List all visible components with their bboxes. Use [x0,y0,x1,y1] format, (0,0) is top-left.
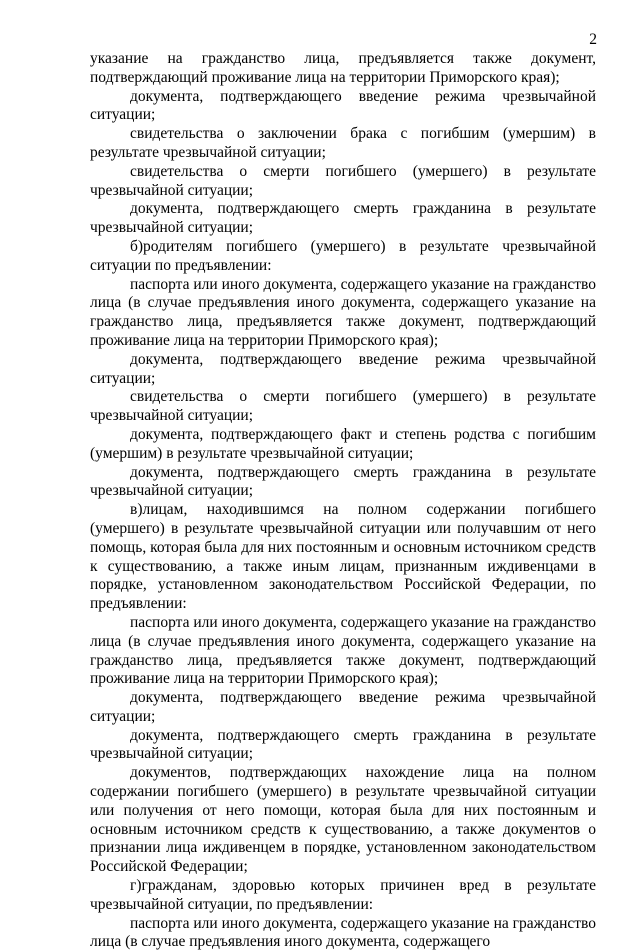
paragraph: б)родителям погибшего (умершего) в результате чрезвычайной ситуации по предъявлении: [90,237,596,274]
paragraph: свидетельства о смерти погибшего (умершего) в результате чрезвычайной ситуации; [90,388,596,425]
paragraph: паспорта или иного документа, содержащего указание на гражданство лица (в случае предъявления иного документа, содержащего указание на гражданство лица, предъявляется также документ, подтверждающий проживание лица на территории Приморского края); [90,613,596,688]
paragraph: документа, подтверждающего факт и степень родства с погибшим (умершим) в результате чрезвычайной ситуации; [90,425,596,462]
paragraph: паспорта или иного документа, содержащего указание на гражданство лица (в случае предъявления иного документа, содержащего [90,914,596,951]
page-number: 2 [589,31,597,48]
paragraph: документов, подтверждающих нахождение лица на полном содержании погибшего (умершего) в результате чрезвычайной ситуации или получения от него помощи, которая была для них постоянным и основным источником средств к существованию, а также документов о признании лица иждивенцем в порядке, установленном законодательством Российской Федерации; [90,764,596,876]
paragraph: паспорта или иного документа, содержащего указание на гражданство лица (в случае предъявления иного документа, содержащего указание на гражданство лица, предъявляется также документ, подтверждающий проживание лица на территории Приморского края); [90,275,596,349]
paragraph: документа, подтверждающего смерть гражданина в результате чрезвычайной ситуации; [90,200,596,237]
document-body [90,50,596,952]
paragraph: свидетельства о заключении брака с погибшим (умершим) в результате чрезвычайной ситуации; [90,125,596,161]
paragraph: свидетельства о смерти погибшего (умершего) в результате чрезвычайной ситуации; [90,162,596,199]
paragraph: документа, подтверждающего смерть гражданина в результате чрезвычайной ситуации; [90,726,596,763]
paragraph: документа, подтверждающего смерть гражданина в результате чрезвычайной ситуации; [90,463,596,500]
paragraph: документа, подтверждающего введение режима чрезвычайной ситуации; [90,350,596,387]
paragraph: документа, подтверждающего введение режима чрезвычайной ситуации; [90,689,596,725]
paragraph: документа, подтверждающего введение режима чрезвычайной ситуации; [90,87,596,124]
paragraph: г)гражданам, здоровью которых причинен вред в результате чрезвычайной ситуации, по предъявлении: [90,877,596,913]
paragraph: указание на гражданство лица, предъявляется также документ, подтверждающий проживание лица на территории Приморского края); [90,50,596,86]
paragraph: в)лицам, находившимся на полном содержании погибшего (умершего) в результате чрезвычайной ситуации или получавшим от него помощь, которая была для них постоянным и основным источником средств к существованию, а также иным лицам, признанным иждивенцами в порядке, установленном законодательством Российской Федерации, по предъявлении: [90,501,596,613]
